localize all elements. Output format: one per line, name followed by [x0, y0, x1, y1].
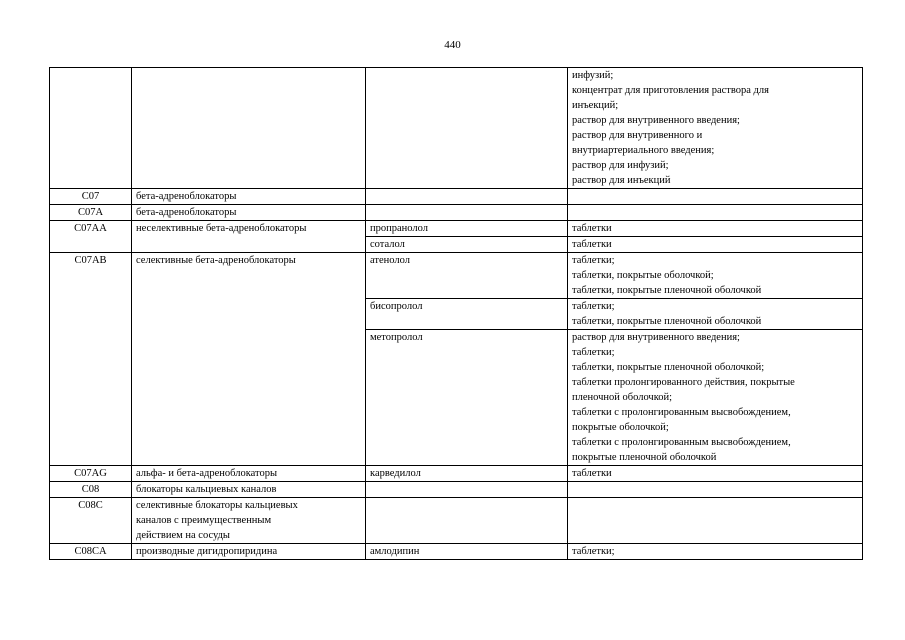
table-row [50, 221, 863, 237]
dosage-form-cell [568, 237, 863, 253]
dosage-form-line: таблетки, покрытые пленочной оболочкой; [572, 362, 765, 373]
drug-name-cell [366, 498, 568, 544]
dosage-form-line: покрытые пленочной оболочкой [572, 452, 717, 463]
dosage-form-line: раствор для внутривенного и [572, 130, 703, 141]
atc-code-cell: C07AB [50, 253, 132, 466]
dosage-form-line: таблетки, покрытые пленочной оболочкой [572, 285, 762, 296]
dosage-form-line: инфузий; [572, 70, 614, 81]
dosage-form-cell [568, 466, 863, 482]
dosage-form-line: инъекций; [572, 100, 619, 111]
drug-name-cell: амлодипин [366, 544, 568, 560]
drug-name-cell [366, 189, 568, 205]
atc-group-cell [132, 221, 366, 253]
dosage-form-cell [568, 299, 863, 330]
dosage-form-line: таблетки [572, 223, 612, 234]
dosage-form-cell [568, 221, 863, 237]
table-row [50, 68, 863, 189]
group-line: блокаторы кальциевых каналов [136, 484, 277, 495]
atc-code-cell [50, 68, 132, 189]
drug-name-cell: бисопролол [366, 299, 568, 330]
dosage-form-cell [568, 544, 863, 560]
dosage-form-line: таблетки [572, 239, 612, 250]
dosage-form-line: таблетки, покрытые пленочной оболочкой [572, 316, 762, 327]
drug-name-cell: карведилол [366, 466, 568, 482]
dosage-form-cell [568, 498, 863, 544]
dosage-form-line: покрытые оболочкой; [572, 422, 669, 433]
dosage-form-cell [568, 330, 863, 466]
drug-name-cell [366, 482, 568, 498]
dosage-form-cell [568, 68, 863, 189]
atc-group-cell [132, 68, 366, 189]
atc-group-cell [132, 466, 366, 482]
atc-group-cell [132, 498, 366, 544]
dosage-form-line: таблетки; [572, 301, 615, 312]
dosage-form-line: раствор для инъекций [572, 175, 671, 186]
table-row [50, 544, 863, 560]
dosage-form-line: концентрат для приготовления раствора для [572, 85, 769, 96]
page-number: 440 [444, 39, 461, 51]
atc-group-cell [132, 482, 366, 498]
atc-code-cell: C07 [50, 189, 132, 205]
drug-name-cell: метопролол [366, 330, 568, 466]
dosage-form-line: таблетки, покрытые оболочкой; [572, 270, 714, 281]
atc-code-cell: C07A [50, 205, 132, 221]
dosage-form-cell [568, 253, 863, 299]
atc-group-cell [132, 189, 366, 205]
group-line: действием на сосуды [136, 530, 230, 541]
group-line: бета-адреноблокаторы [136, 207, 237, 218]
table-row [50, 205, 863, 221]
dosage-form-line: таблетки [572, 468, 612, 479]
atc-code-cell: C08C [50, 498, 132, 544]
dosage-form-line: таблетки; [572, 347, 615, 358]
drug-name-cell: атенолол [366, 253, 568, 299]
dosage-form-line: пленочной оболочкой; [572, 392, 673, 403]
atc-code-cell: C07AG [50, 466, 132, 482]
table-row [50, 498, 863, 544]
dosage-form-line: таблетки; [572, 546, 615, 557]
dosage-form-line: раствор для внутривенного введения; [572, 115, 740, 126]
group-line: неселективные бета-адреноблокаторы [136, 223, 307, 234]
table-row [50, 189, 863, 205]
dosage-form-line: таблетки пролонгированного действия, покрытые [572, 377, 795, 388]
dosage-form-line: таблетки с пролонгированным высвобождением, [572, 407, 791, 418]
drug-name-cell [366, 205, 568, 221]
drug-name-cell [366, 68, 568, 189]
drug-classification-table [49, 67, 863, 560]
dosage-form-cell [568, 205, 863, 221]
atc-code-cell: C08CA [50, 544, 132, 560]
atc-code-cell: C08 [50, 482, 132, 498]
table-row [50, 482, 863, 498]
table-row [50, 466, 863, 482]
dosage-form-line: раствор для инфузий; [572, 160, 669, 171]
dosage-form-cell [568, 189, 863, 205]
group-line: бета-адреноблокаторы [136, 191, 237, 202]
drug-name-cell: соталол [366, 237, 568, 253]
dosage-form-line: таблетки; [572, 255, 615, 266]
dosage-form-line: внутриартериального введения; [572, 145, 715, 156]
atc-code-cell: C07AA [50, 221, 132, 253]
table-row [50, 253, 863, 299]
dosage-form-line: таблетки с пролонгированным высвобождением, [572, 437, 791, 448]
group-line: каналов с преимущественным [136, 515, 272, 526]
atc-group-cell [132, 544, 366, 560]
table-body [50, 68, 863, 560]
drug-name-cell: пропранолол [366, 221, 568, 237]
group-line: производные дигидропиридина [136, 546, 278, 557]
dosage-form-cell [568, 482, 863, 498]
atc-group-cell [132, 205, 366, 221]
group-line: альфа- и бета-адреноблокаторы [136, 468, 278, 479]
group-line: селективные бета-адреноблокаторы [136, 255, 296, 266]
atc-group-cell [132, 253, 366, 466]
group-line: селективные блокаторы кальциевых [136, 500, 298, 511]
dosage-form-line: раствор для внутривенного введения; [572, 332, 740, 343]
